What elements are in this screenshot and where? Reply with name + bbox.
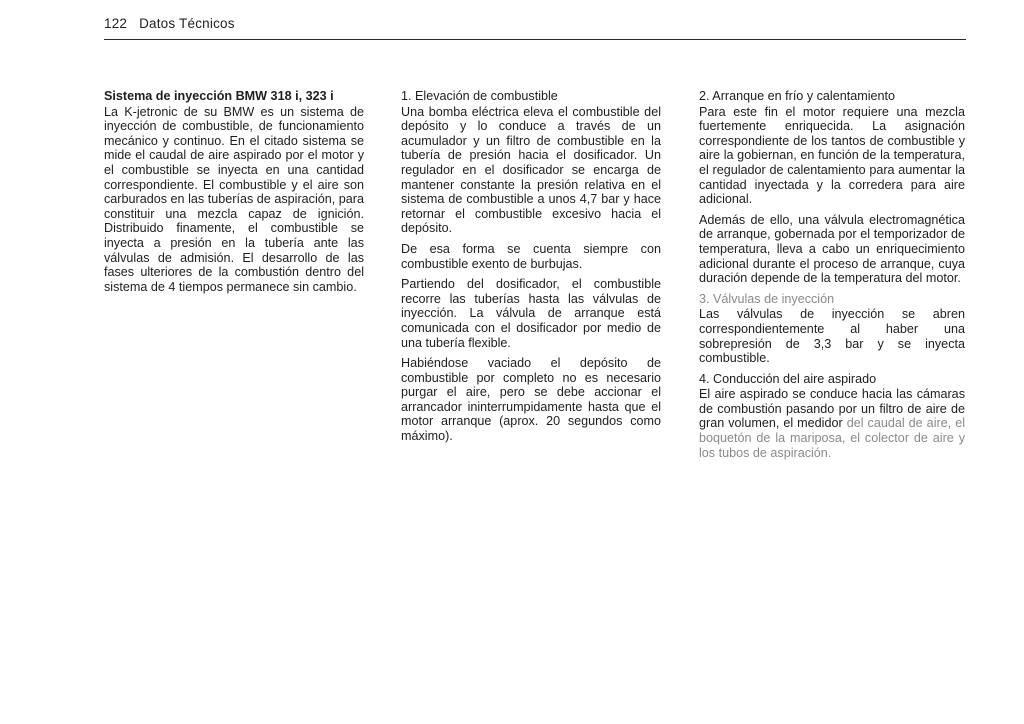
page-number: 122 [104,16,128,31]
header-rule [104,39,966,40]
intro-paragraph: La K-jetronic de su BMW es un sistema de inyección de combustible, de funcionamiento mecánico y continuo. En el citado sistema se mide el caudal de aire aspirado por el motor y el combustible se inyecta en una cantidad correspondiente. El combustible y el aire son carburados en las tuberías de aspiración, para constituir una mezcla capaz de ignición. Distribuido finamente, el combustible se inyecta a presión en la tubería ante las válvulas de admisión. El desarrollo de las fases ulteriores de la combustión dentro del sistema de 4 tiempos permanece sin cambio. [104,104,364,294]
fuel-lift-paragraph-2: De esa forma se cuenta siempre con combustible exento de burbujas. [401,241,661,271]
air-intake-text-part-2: del caudal de aire, el boquetón de la mariposa, el colector de aire y los tubos de aspiración. [699,416,966,460]
air-intake-paragraph [699,387,965,460]
section-heading-cold-start: 2. Arranque en frío y calentamiento [699,89,896,103]
section-heading-air-intake: 4. Conducción del aire aspirado [699,371,877,386]
fuel-lift-paragraph-4: Habiéndose vaciado el depósito de combustible por completo no es necesario purgar el aire, pero se debe accionar el arrancador ininterrumpidamente hasta que el motor arranque (aprox. 20 segundos como máximo). [401,356,661,444]
cold-start-paragraph-2: Además de ello, una válvula electromagnética de arranque, gobernada por el temporizador de temperatura, lleva a cabo un enriquecimiento adicional durante el proceso de arranque, cuya duración depende de la temperatura del motor. [699,212,965,286]
section-heading-injection-system: Sistema de inyección BMW 318 i, 323 i [104,89,334,103]
fuel-lift-paragraph-1: Una bomba eléctrica eleva el combustible del depósito y lo conduce a través de un acumulador y un filtro de combustible en la tubería de presión hacia el dosificador. Un regulador en el dosificador se encarga de mantener constante la presión relativa en el sistema de combustible a unos 4,7 bar y hace retornar el combustible excesivo hacia el depósito. [401,104,661,236]
section-heading-fuel-lift: 1. Elevación de combustible [401,89,558,103]
column-left [104,89,364,300]
injection-valves-paragraph: Las válvulas de inyección se abren correspondientemente al haber una sobrepresión de 3,3 bar y se inyecta combustible. [699,307,965,366]
section-heading-injection-valves: 3. Válvulas de inyección [699,291,835,306]
cold-start-paragraph-1: Para este fin el motor requiere una mezcla fuertemente enriquecida. La asignación correspondiente de los tantos de combustible y aire la gobiernan, en función de la temperatura, el regulador de calentamiento para aumentar la cantidad inyectada y la corredera para aire adicional. [699,104,965,207]
fuel-lift-paragraph-3: Partiendo del dosificador, el combustible recorre las tuberías hasta las válvulas de inyección. La válvula de arranque está comunicada con el dosificador por medio de una tubería flexible. [401,277,661,350]
column-middle [401,89,661,450]
column-right [699,89,965,466]
air-intake-text-part-1: El aire aspirado se conduce hacia las cámaras de combustión pasando por un filtro de aire de gran volumen, el medidor [699,387,965,431]
header-title: Datos Técnicos [139,16,235,31]
page-header [104,16,235,31]
